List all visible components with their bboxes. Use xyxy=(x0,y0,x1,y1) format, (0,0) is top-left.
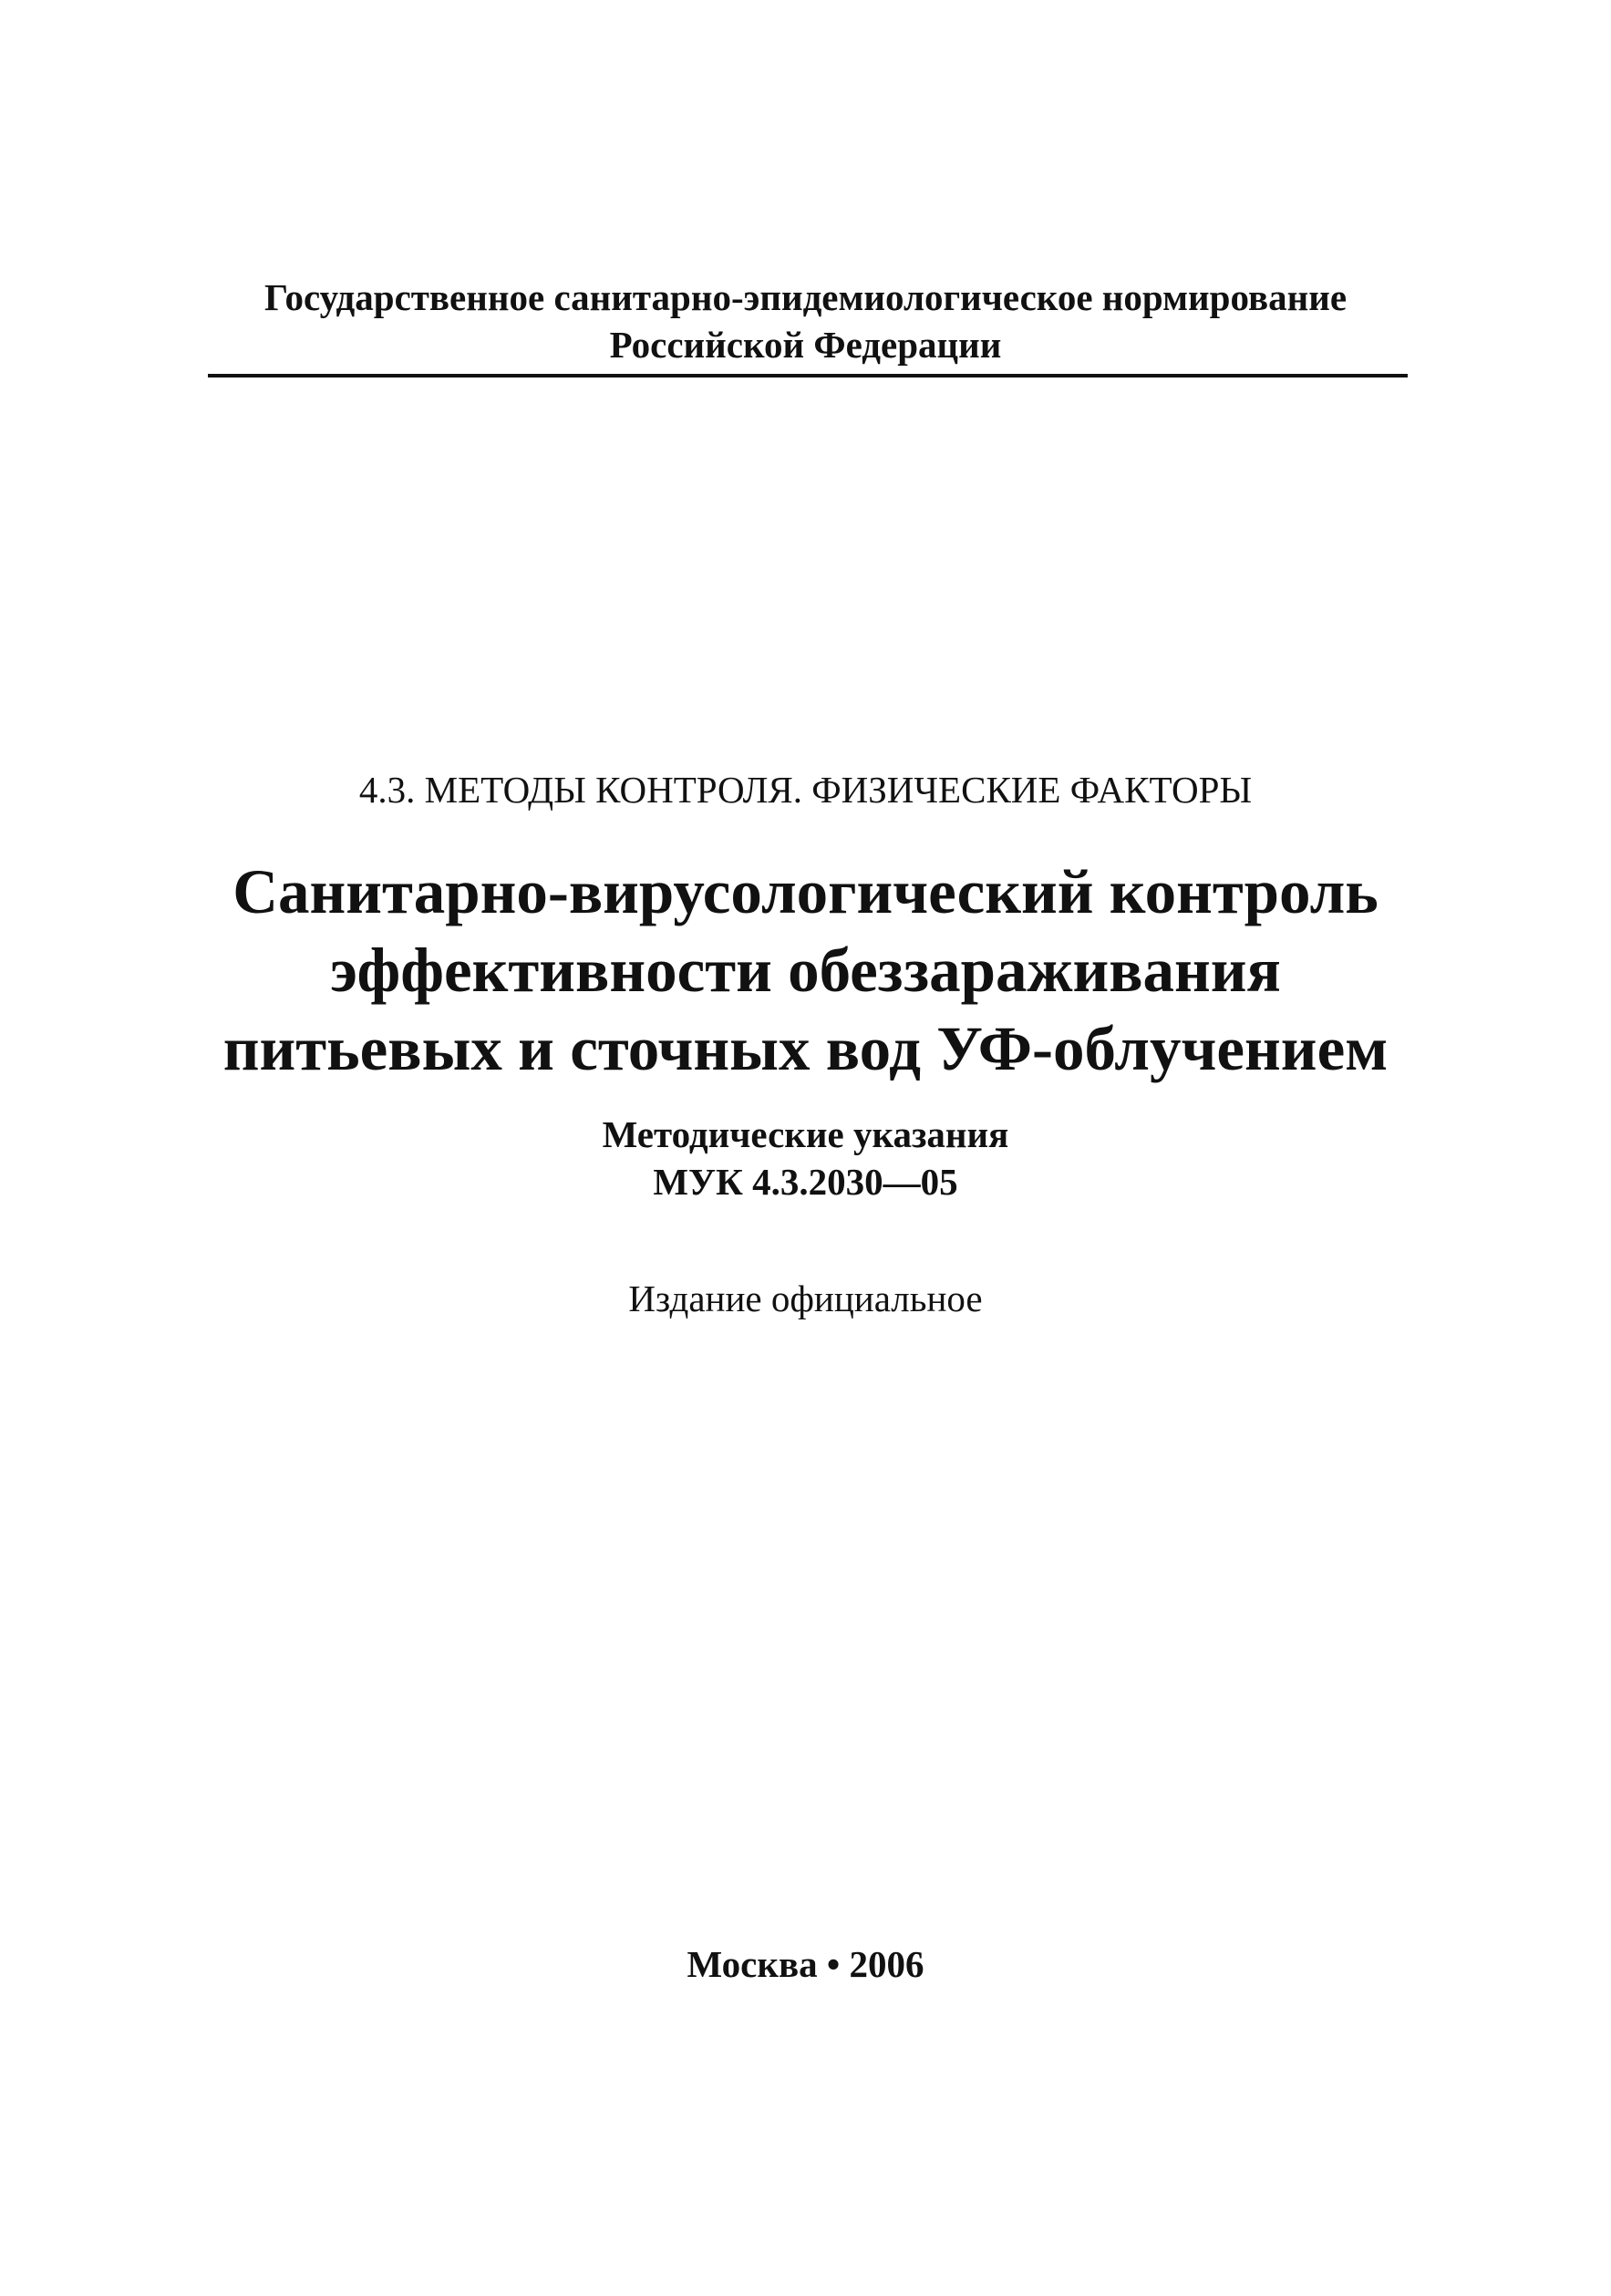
title-line-3: питьевых и сточных вод УФ-облучением xyxy=(222,1014,1389,1083)
edition-note: Издание официальное xyxy=(628,1277,983,1319)
doc-type-label: Методические указания xyxy=(602,1113,1009,1155)
authority-line-2: Российской Федерации xyxy=(609,324,1002,366)
imprint-city: Москва xyxy=(687,1943,818,1985)
issuing-authority xyxy=(0,274,1611,368)
document-type xyxy=(0,1111,1611,1205)
authority-line-1: Государственное санитарно-эпидемиологическое нормирование xyxy=(263,276,1348,318)
doc-number: МУК 4.3.2030—05 xyxy=(653,1161,958,1203)
title-line-1: Санитарно-вирусологический контроль xyxy=(232,857,1379,926)
header-divider xyxy=(208,374,1408,377)
imprint-separator: • xyxy=(826,1943,841,1985)
imprint xyxy=(0,1940,1611,1988)
title-line-2: эффективности обеззараживания xyxy=(330,936,1281,1005)
section-heading: 4.3. МЕТОДЫ КОНТРОЛЯ. ФИЗИЧЕСКИЕ ФАКТОРЫ xyxy=(358,769,1253,811)
document-title xyxy=(0,853,1611,1088)
imprint-year: 2006 xyxy=(849,1943,924,1985)
